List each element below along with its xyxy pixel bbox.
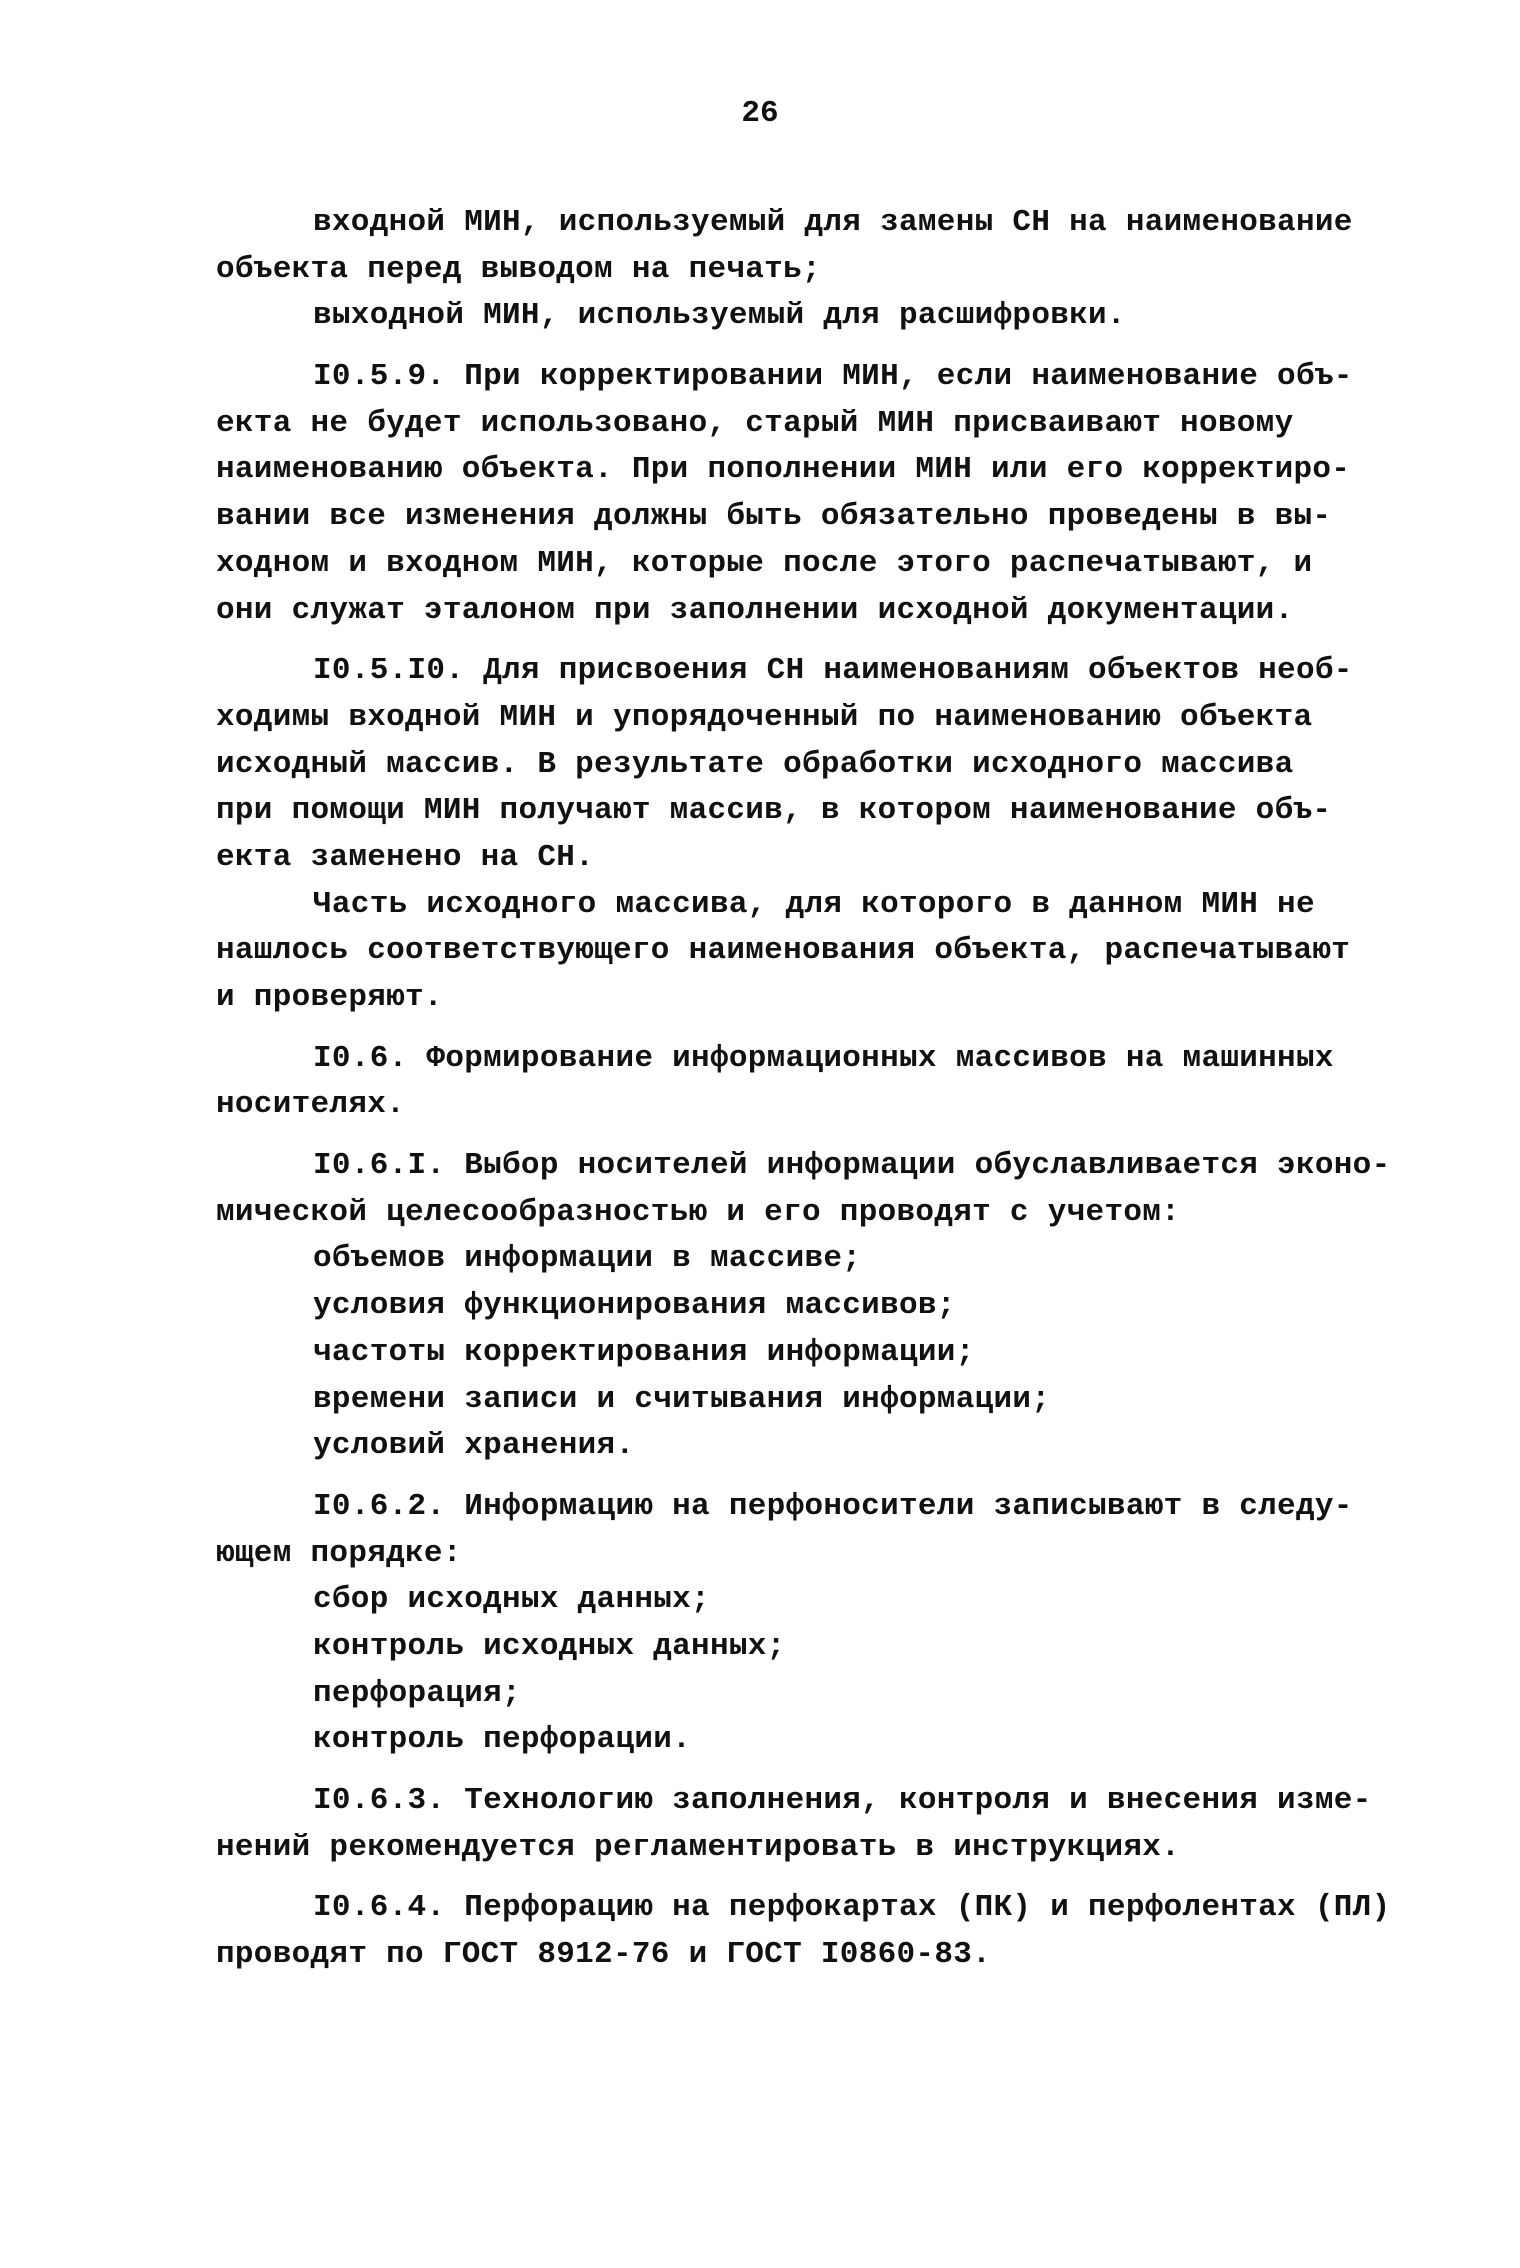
text-line: выходной МИН, используемый для расшифровки.: [313, 298, 1126, 334]
text-line: I0.5.I0. Для присвоения СН наименованиям объектов необ-: [313, 653, 1353, 689]
text-line: проводят по ГОСТ 8912-76 и ГОСТ I0860-83.: [216, 1937, 992, 1973]
paragraph-block: [0, 354, 1520, 634]
text-line: ходном и входном МИН, которые после этого распечатывают, и: [216, 545, 1313, 581]
document-body: [0, 200, 1520, 1993]
page-number: 26: [741, 96, 779, 131]
text-line: I0.6.3. Технологию заполнения, контроля и внесения изме-: [313, 1783, 1372, 1818]
text-line: они служат эталоном при заполнении исходной документации.: [216, 592, 1294, 628]
paragraph-block: [0, 1036, 1520, 1129]
text-line: екта не будет использовано, старый МИН присваивают новому: [216, 405, 1294, 441]
paragraph-block: [0, 1484, 1520, 1764]
paragraph-block: [0, 200, 1520, 340]
text-line: екта заменено на СН.: [216, 839, 595, 875]
text-line: контроль исходных данных;: [313, 1628, 786, 1664]
text-line: нашлось соответствующего наименования объекта, распечатывают: [216, 933, 1351, 969]
text-line: I0.6.4. Перфорацию на перфокартах (ПК) и перфолентах (ПЛ): [313, 1890, 1391, 1926]
text-line: сбор исходных данных;: [313, 1582, 710, 1618]
text-line: исходный массив. В результате обработки исходного массива: [216, 746, 1294, 782]
text-line: условий хранения.: [313, 1428, 635, 1464]
text-line: условия функционирования массивов;: [313, 1288, 956, 1324]
text-line: объемов информации в массиве;: [313, 1241, 862, 1277]
paragraph-block: [0, 648, 1520, 1022]
text-line: и проверяют.: [216, 980, 443, 1015]
text-line: контроль перфорации.: [313, 1722, 692, 1758]
text-line: перфорация;: [313, 1675, 521, 1711]
text-line: I0.6. Формирование информационных массивов на машинных: [313, 1040, 1334, 1076]
text-line: при помощи МИН получают массив, в котором наименование объ-: [216, 793, 1332, 829]
text-line: мической целесообразностью и его проводят с учетом:: [216, 1194, 1181, 1230]
text-line: ходимы входной МИН и упорядоченный по наименованию объекта: [216, 699, 1313, 735]
paragraph-block: [0, 1778, 1520, 1871]
text-line: нений рекомендуется регламентировать в инструкциях.: [216, 1829, 1181, 1865]
text-line: времени записи и считывания информации;: [313, 1381, 1051, 1417]
text-line: I0.5.9. При корректировании МИН, если наименование объ-: [313, 359, 1353, 395]
paragraph-block: [0, 1143, 1520, 1470]
text-line: I0.6.2. Информацию на перфоносители записывают в следу-: [313, 1488, 1353, 1524]
text-line: объекта перед выводом на печать;: [216, 251, 821, 287]
text-line: I0.6.I. Выбор носителей информации обуславливается эконо-: [313, 1148, 1391, 1184]
text-line: Часть исходного массива, для которого в данном МИН не: [313, 886, 1315, 922]
paragraph-block: [0, 1885, 1520, 1978]
text-line: носителях.: [216, 1087, 406, 1123]
text-line: частоты корректирования информации;: [313, 1334, 975, 1370]
text-line: ющем порядке:: [216, 1535, 462, 1571]
text-line: вании все изменения должны быть обязательно проведены в вы-: [216, 499, 1332, 535]
text-line: входной МИН, используемый для замены СН на наименование: [313, 205, 1353, 240]
text-line: наименованию объекта. При пополнении МИН или его корректиро-: [216, 452, 1351, 488]
